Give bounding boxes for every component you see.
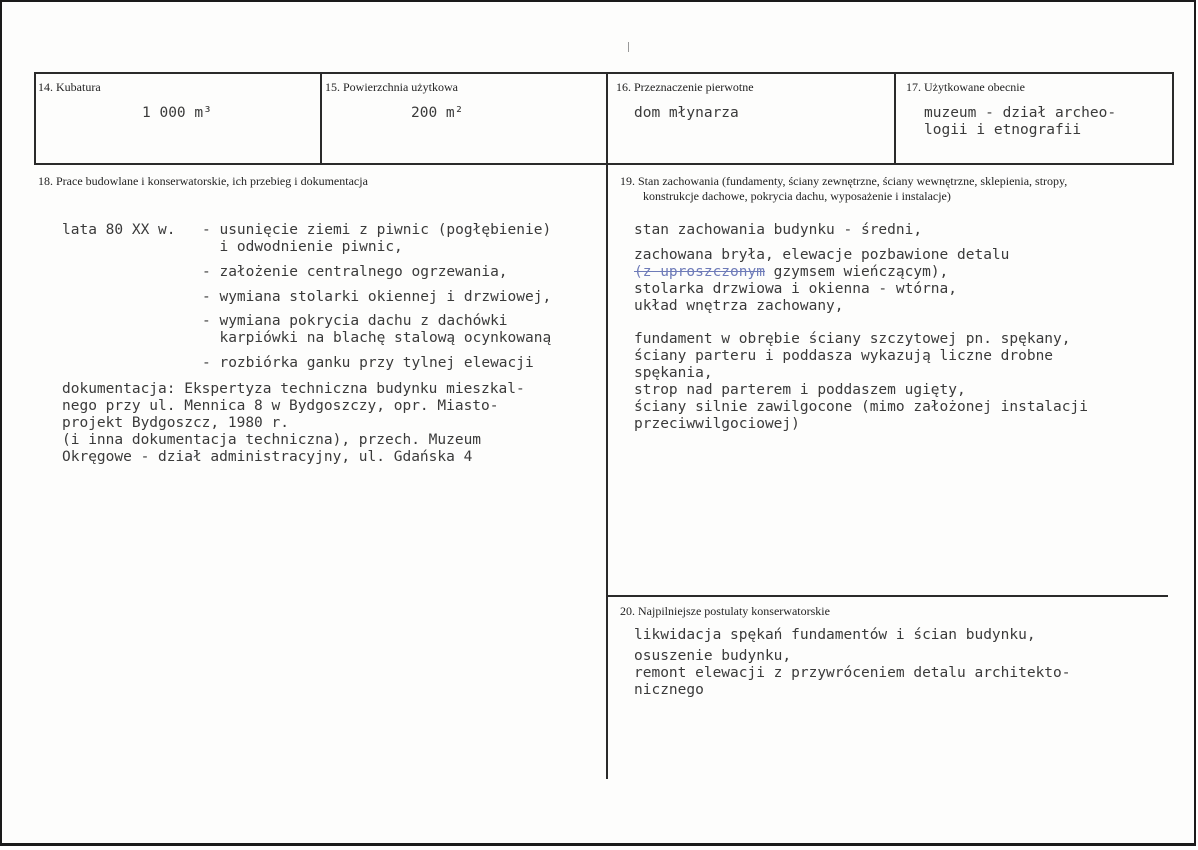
stan-line: układ wnętrza zachowany, [634, 298, 844, 314]
prace-item-line: - założenie centralnego ogrzewania, [202, 264, 508, 280]
kubatura-label: 14. Kubatura [38, 80, 101, 94]
prace-item-line: karpiówki na blachę stalową ocynkowaną [202, 330, 552, 346]
stan-line: stolarka drzwiowa i okienna - wtórna, [634, 281, 958, 297]
prace-item [202, 264, 508, 281]
stan-text: gzymsem wieńczącym), [764, 264, 949, 280]
postulaty-line: nicznego [634, 682, 704, 698]
uzytkowane-value [924, 105, 1116, 139]
dokumentacja-line: nego przy ul. Mennica 8 w Bydgoszczy, opr. Miasto- [62, 398, 499, 414]
divider-14-15 [320, 72, 322, 165]
header-bottom-rule [34, 163, 1174, 165]
center-vertical-rule [606, 163, 608, 779]
stan-line: ściany silnie zawilgocone (mimo założonej instalacji [634, 399, 1088, 415]
przeznaczenie-label: 16. Przeznaczenie pierwotne [616, 80, 754, 94]
prace-item-line: - usunięcie ziemi z piwnic (pogłębienie) [202, 222, 552, 238]
powierzchnia-value: 200 m² [411, 105, 464, 121]
dokumentacja-line: projekt Bydgoszcz, 1980 r. [62, 415, 289, 431]
prace-label: 18. Prace budowlane i konserwatorskie, ich przebieg i dokumentacja [38, 174, 368, 188]
top-rule [34, 72, 1174, 74]
kubatura-value: 1 000 m³ [142, 105, 212, 121]
stan-label-line1: 19. Stan zachowania (fundamenty, ściany zewnętrzne, ściany wewnętrzne, sklepienia, stropy, [620, 174, 1068, 188]
stan-paragraph [634, 247, 1009, 315]
stan-line: zachowana bryła, elewacje pozbawione detalu [634, 247, 1010, 263]
powierzchnia-label: 15. Powierzchnia użytkowa [325, 80, 458, 94]
prace-item [202, 289, 551, 306]
uzytkowane-line: muzeum - dział archeo- [924, 105, 1117, 121]
prace-dokumentacja [62, 381, 525, 466]
prace-item [202, 355, 534, 372]
stan-paragraph [634, 331, 1088, 433]
postulaty-line: remont elewacji z przywróceniem detalu architekto- [634, 665, 1071, 681]
prace-item-line: - wymiana stolarki okiennej i drzwiowej, [202, 289, 552, 305]
dokumentacja-line: dokumentacja: Ekspertyza techniczna budynku mieszkal- [62, 381, 525, 397]
postulaty-label: 20. Najpilniejsze postulaty konserwatorskie [620, 604, 830, 618]
prace-item [202, 313, 551, 347]
right-border [1172, 72, 1174, 165]
postulaty-top-rule [606, 595, 1168, 597]
stan-line: spękania, [634, 365, 713, 381]
stan-line: strop nad parterem i poddaszem ugięty, [634, 382, 966, 398]
struck-text: (z uproszczonym [634, 264, 765, 280]
prace-period: lata 80 XX w. [62, 222, 176, 238]
dokumentacja-line: Okręgowe - dział administracyjny, ul. Gdańska 4 [62, 449, 473, 465]
stan-line [634, 264, 1009, 281]
divider-16-17 [894, 72, 896, 165]
dokumentacja-line: (i inna dokumentacja techniczna), przech. Muzeum [62, 432, 482, 448]
stan-line: fundament w obrębie ściany szczytowej pn. spękany, [634, 331, 1071, 347]
prace-item-line: - wymiana pokrycia dachu z dachówki [202, 313, 508, 329]
punch-mark [628, 42, 629, 52]
left-border [34, 72, 36, 165]
stan-label-line2: konstrukcje dachowe, pokrycia dachu, wyposażenie i instalacje) [643, 189, 951, 203]
stan-line: stan zachowania budynku - średni, [634, 222, 923, 238]
postulaty-line: likwidacja spękań fundamentów i ścian budynku, [634, 627, 1036, 643]
przeznaczenie-value: dom młynarza [634, 105, 739, 121]
stan-line: przeciwwilgociowej) [634, 416, 800, 432]
divider-15-16 [606, 72, 608, 165]
prace-item-line: i odwodnienie piwnic, [202, 239, 403, 255]
prace-item [202, 222, 551, 256]
uzytkowane-label: 17. Użytkowane obecnie [906, 80, 1025, 94]
prace-item-line: - rozbiórka ganku przy tylnej elewacji [202, 355, 534, 371]
uzytkowane-line: logii i etnografii [924, 122, 1082, 138]
postulaty-line: osuszenie budynku, [634, 648, 792, 664]
postulaty-text [634, 627, 1071, 699]
stan-line: ściany parteru i poddasza wykazują liczne drobne [634, 348, 1054, 364]
